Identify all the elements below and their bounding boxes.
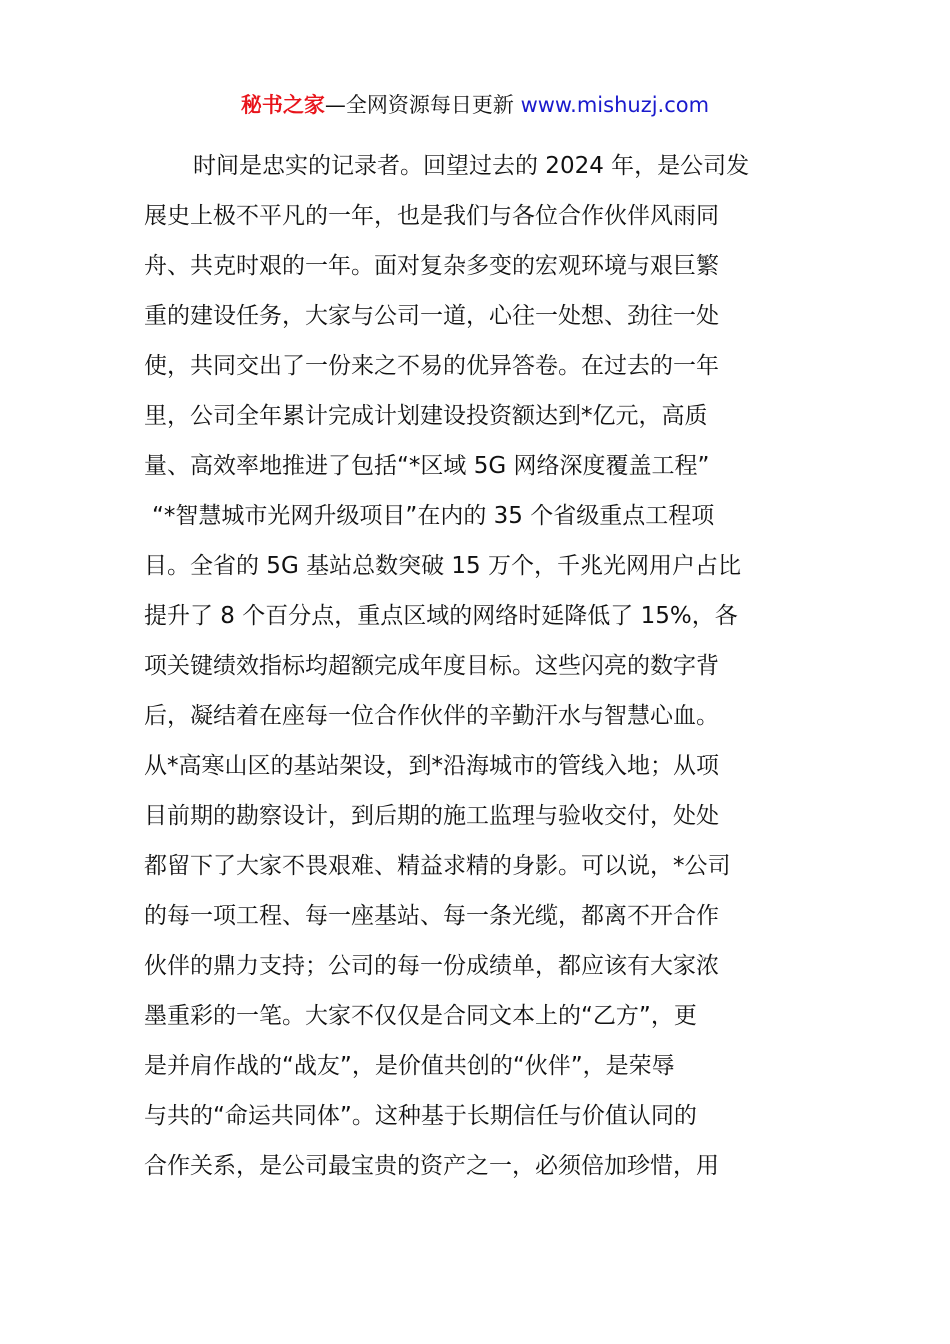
- paragraph-line: 后，凝结着在座每一位合作伙伴的辛勤汗水与智慧心血。: [144, 703, 719, 729]
- paragraph-line: 都留下了大家不畏艰难、精益求精的身影。可以说，*公司: [144, 853, 731, 879]
- paragraph-line: 使，共同交出了一份来之不易的优异答卷。在过去的一年: [144, 353, 719, 379]
- paragraph-line: “*智慧城市光网升级项目”在内的 35 个省级重点工程项: [152, 503, 715, 529]
- site-header: [0, 88, 950, 122]
- paragraph-line: 是并肩作战的“战友”，是价值共创的“伙伴”，是荣辱: [144, 1053, 675, 1079]
- paragraph-line: 量、高效率地推进了包括“*区域 5G 网络深度覆盖工程”: [144, 453, 710, 479]
- header-tagline: —全网资源每日更新: [324, 93, 521, 117]
- site-url-link[interactable]: www.mishuzj.com: [520, 93, 710, 117]
- paragraph-line: 合作关系，是公司最宝贵的资产之一，必须倍加珍惜，用: [144, 1153, 719, 1179]
- brand-name: 秘书之家: [240, 93, 325, 117]
- paragraph-line: 时间是忠实的记录者。回望过去的 2024 年，是公司发: [193, 153, 750, 179]
- paragraph-line: 舟、共克时艰的一年。面对复杂多变的宏观环境与艰巨繁: [144, 253, 719, 279]
- paragraph-line: 里，公司全年累计完成计划建设投资额达到*亿元，高质: [144, 403, 708, 429]
- paragraph-line: 目。全省的 5G 基站总数突破 15 万个，千兆光网用户占比: [144, 553, 741, 579]
- paragraph-line: 提升了 8 个百分点，重点区域的网络时延降低了 15%，各: [144, 603, 738, 629]
- paragraph-line: 伙伴的鼎力支持；公司的每一份成绩单，都应该有大家浓: [144, 953, 719, 979]
- paragraph-line: 的每一项工程、每一座基站、每一条光缆，都离不开合作: [144, 903, 719, 929]
- paragraph-line: 墨重彩的一笔。大家不仅仅是合同文本上的“乙方”，更: [144, 1003, 697, 1029]
- paragraph-line: 与共的“命运共同体”。这种基于长期信任与价值认同的: [144, 1103, 697, 1129]
- paragraph-line: 项关键绩效指标均超额完成年度目标。这些闪亮的数字背: [144, 653, 719, 679]
- paragraph-line: 展史上极不平凡的一年，也是我们与各位合作伙伴风雨同: [144, 203, 719, 229]
- paragraph-line: 从*高寒山区的基站架设，到*沿海城市的管线入地；从项: [144, 753, 719, 779]
- paragraph-line: 重的建设任务，大家与公司一道，心往一处想、劲往一处: [144, 303, 719, 329]
- paragraph-line: 目前期的勘察设计，到后期的施工监理与验收交付，处处: [144, 803, 719, 829]
